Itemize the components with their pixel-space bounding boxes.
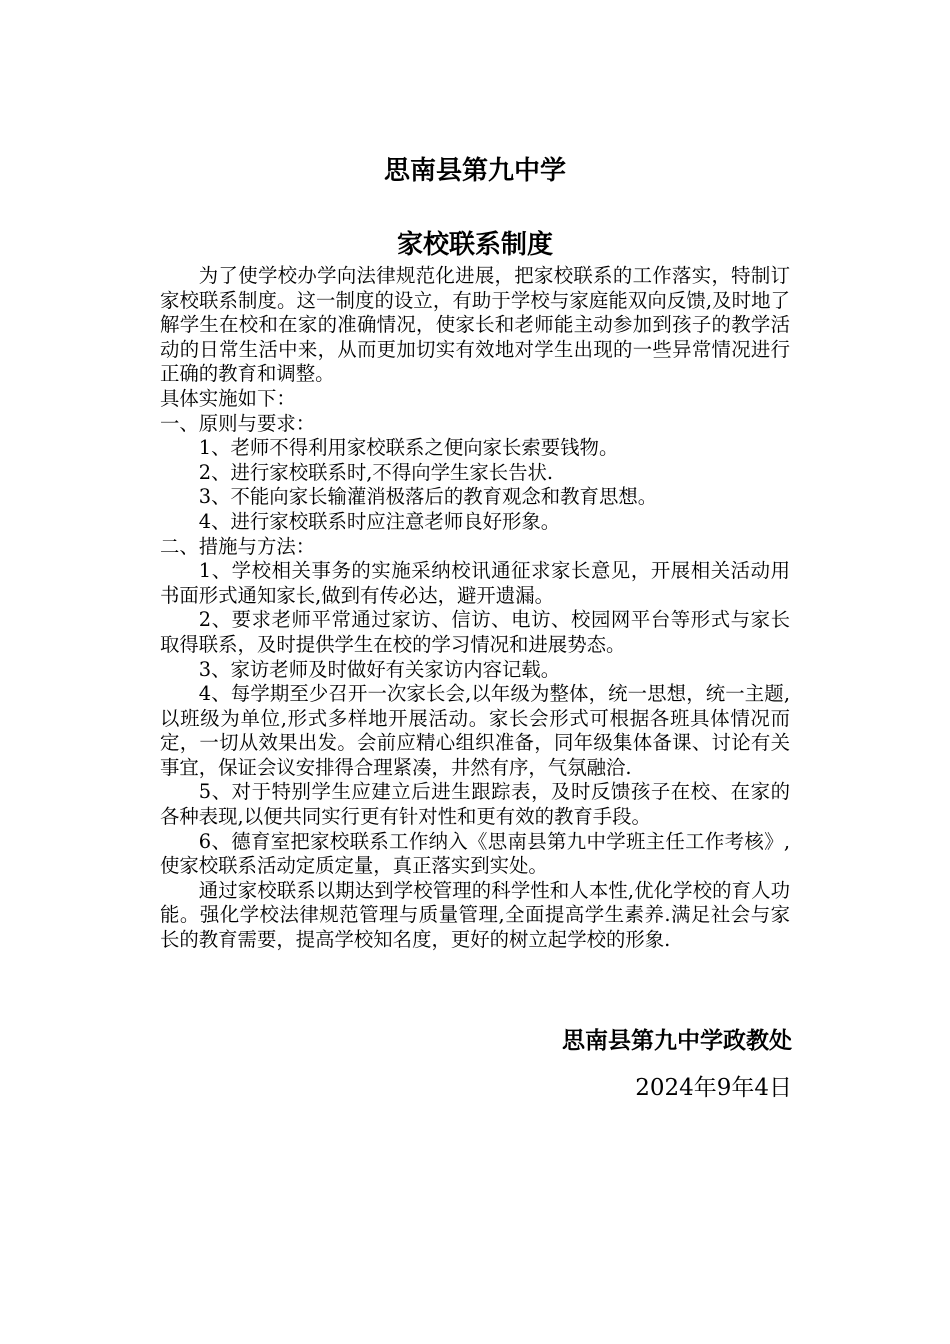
principle-item: 3、不能向家长输灌消极落后的教育观念和教育思想。 [198,485,658,509]
measure-item: 5、对于特别学生应建立后进生跟踪表，及时反馈孩子在校、在家的各种表现,以便共同实行更有针对性和更有效的教育手段。 [160,780,790,829]
section-heading-principles: 一、原则与要求： [160,411,316,435]
signature-date: 2024年9年4日 [635,1075,792,1101]
principle-item: 2、进行家校联系时,不得向学生家长告状. [198,460,554,484]
principle-item: 4、进行家校联系时应注意老师良好形象。 [198,509,561,533]
measure-item: 3、家访老师及时做好有关家访内容记载。 [198,657,561,681]
signature-department: 思南县第九中学政教处 [562,1028,792,1054]
document-title: 家校联系制度 [396,230,553,260]
document-body [160,264,790,953]
section-heading-measures: 二、措施与方法： [160,534,316,558]
closing-paragraph: 通过家校联系以期达到学校管理的科学性和人本性,优化学校的育人功能。强化学校法律规范管理与质量管理,全面提高学生素养.满足社会与家长的教育需要，提高学校知名度，更好的树立起学校的形象. [160,878,790,952]
measure-item: 2、要求老师平常通过家访、信访、电访、校园网平台等形式与家长取得联系，及时提供学生在校的学习情况和进展势态。 [160,608,790,656]
measure-item: 6、德育室把家校联系工作纳入《思南县第九中学班主任工作考核》,使家校联系活动定质定量，真正落实到实处。 [160,829,790,878]
principle-item: 1、老师不得利用家校联系之便向家长索要钱物。 [198,436,619,460]
measure-item: 4、每学期至少召开一次家长会,以年级为整体，统一思想，统一主题,以班级为单位,形式多样地开展活动。家长会形式可根据各班具体情况而定，一切从效果出发。会前应精心组织准备，同年级集体备课、讨论有关事宜，保证会议安排得合理紧凑，井然有序，气氛融洽. [160,682,790,779]
measure-item: 1、学校相关事务的实施采纳校讯通征求家长意见，开展相关活动用书面形式通知家长,做到有传必达，避开遗漏。 [160,559,790,607]
school-name-heading: 思南县第九中学 [383,156,566,186]
implementation-line: 具体实施如下： [160,386,296,410]
intro-paragraph: 为了使学校办学向法律规范化进展，把家校联系的工作落实，特制订家校联系制度。这一制度的设立，有助于学校与家庭能双向反馈,及时地了解学生在校和在家的准确情况，使家长和老师能主动参加到孩子的教学活动的日常生活中来，从而更加切实有效地对学生出现的一些异常情况进行正确的教育和调整。 [160,264,790,386]
